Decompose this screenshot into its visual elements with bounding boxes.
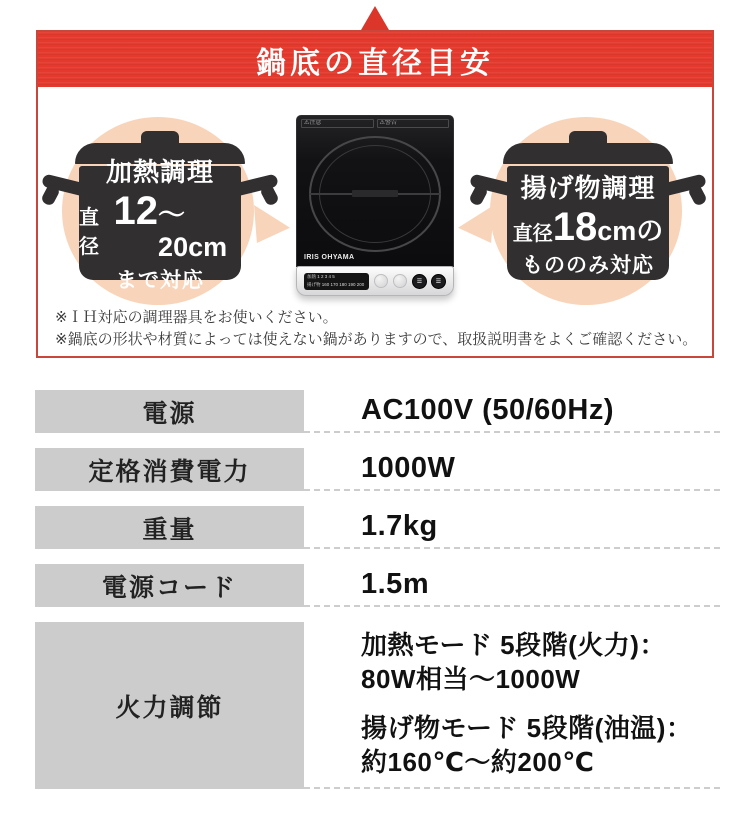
timer-button: [393, 274, 407, 288]
panel-display: [304, 273, 369, 290]
spec-row-power: [35, 390, 720, 433]
spec-row-weight: [35, 506, 720, 549]
heat-mode-group: [361, 629, 666, 697]
guide-title: 鍋底の直径目安: [256, 46, 494, 80]
level-down-button: ☰: [412, 274, 427, 289]
warning-strip: [301, 119, 449, 128]
adjust-buttons: [412, 274, 446, 289]
display-heat-levels: 加熱 1 2 3 4 5: [307, 274, 335, 280]
frying-pot-title: 揚げ物調理: [520, 172, 656, 203]
fry-mode-line1: 揚げ物モード 5段階(油温)：: [361, 713, 693, 743]
spec-value: 1.5m: [304, 564, 720, 607]
fry-mode-line2: 約160℃～約200℃: [361, 746, 595, 777]
display-fry-temps: 揚げ物 160 170 180 190 200: [307, 282, 365, 287]
frying-pot-note: もののみ対応: [522, 253, 654, 277]
pointer-up-triangle: [361, 6, 389, 30]
guide-content: [38, 87, 712, 356]
spec-row-cord: [35, 564, 720, 607]
heat-mode-line1: 加熱モード 5段階(火力)：: [361, 630, 666, 661]
warning-label: ⚠警告: [377, 119, 450, 128]
diameter-big: 18: [552, 204, 598, 249]
pot-body: [79, 157, 241, 292]
usage-notes: [55, 307, 715, 351]
heating-pot-icon: [50, 131, 270, 296]
diameter-big: 12: [113, 189, 159, 233]
pot-handle-nub-right: [687, 183, 708, 207]
spec-table: [35, 390, 720, 789]
spec-row-consumption: [35, 448, 720, 491]
spec-label: 重量: [35, 506, 304, 549]
note-line-1: ※ＩＨ対応の調理器具をお使いください。: [55, 309, 338, 326]
diameter-rest: cmの: [597, 215, 664, 246]
note-line-2: ※鍋底の形状や材質によっては使えない鍋がありますので、取扱説明書をよくご確認ください。: [55, 331, 698, 349]
frying-pot-diameter: [512, 204, 664, 249]
heating-pot-note: まで対応: [116, 269, 204, 292]
pot-handle-nub-right: [259, 183, 280, 207]
diameter-prefix: 直径: [79, 207, 99, 258]
center-label-chip: [352, 190, 398, 197]
spec-value: 1.7kg: [304, 506, 720, 549]
fry-mode-group: [361, 712, 692, 780]
heating-pot-diameter: [79, 191, 241, 263]
spec-row-heat-adjust: [35, 622, 720, 789]
heat-mode-line2: 80W相当～1000W: [361, 664, 581, 695]
spec-label: 定格消費電力: [35, 448, 304, 491]
pot-diameter-guide-box: [36, 30, 714, 358]
caution-label: ⚠注意: [301, 119, 374, 128]
cooker-glass-top: [296, 115, 454, 267]
brand-logo: IRIS OHYAMA: [304, 254, 355, 261]
spec-label: 火力調節: [35, 622, 304, 789]
diameter-rest: ～20cm: [158, 200, 228, 262]
control-panel: [296, 266, 454, 296]
spec-label: 電源: [35, 390, 304, 433]
pot-body: [507, 166, 669, 280]
spec-value: AC100V (50/60Hz): [304, 390, 720, 433]
diameter-prefix: 直径: [512, 222, 553, 245]
pot-lid: [503, 143, 673, 164]
heating-pot-title: 加熱調理: [105, 157, 214, 187]
level-up-button: ☰: [431, 274, 446, 289]
frying-pot-icon: [478, 131, 698, 296]
spec-value: [304, 622, 720, 789]
spec-value: 1000W: [304, 448, 720, 491]
mode-button: [374, 274, 388, 288]
guide-header-banner: [38, 32, 712, 87]
ih-cooker-product-image: [296, 115, 454, 297]
spec-label: 電源コード: [35, 564, 304, 607]
